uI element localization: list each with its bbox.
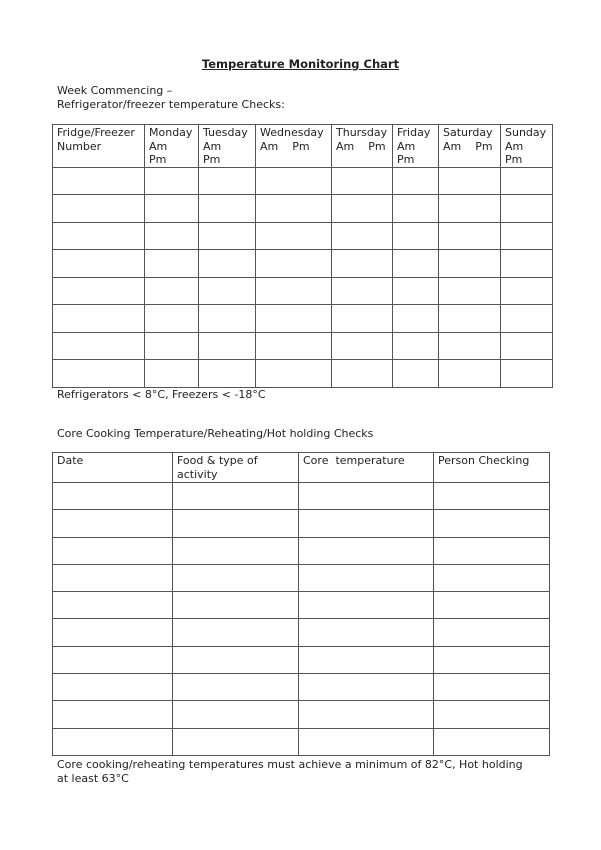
column-header-text: Monday (149, 126, 193, 139)
entry-cell[interactable] (256, 277, 332, 305)
entry-cell[interactable] (256, 332, 332, 360)
entry-cell[interactable] (299, 483, 434, 510)
table-row (53, 728, 550, 755)
table-row (53, 250, 553, 278)
entry-cell[interactable] (434, 619, 550, 646)
entry-cell[interactable] (173, 619, 299, 646)
column-header-text: Am (149, 139, 168, 153)
entry-cell[interactable] (439, 360, 501, 388)
entry-cell[interactable] (439, 222, 501, 250)
entry-cell[interactable] (393, 360, 439, 388)
entry-cell[interactable] (439, 167, 501, 195)
fridge-section-label: Refrigerator/freezer temperature Checks: (57, 98, 285, 111)
table-header-row (53, 453, 550, 483)
column-header-text: Pm (203, 153, 221, 166)
column-header (299, 453, 434, 483)
entry-cell[interactable] (501, 360, 553, 388)
column-header-text: Food & type of (177, 454, 258, 467)
column-header-text: Am (505, 139, 524, 153)
table-header-row (53, 125, 553, 168)
entry-cell[interactable] (332, 167, 393, 195)
entry-cell[interactable] (434, 592, 550, 619)
entry-cell[interactable] (501, 305, 553, 333)
entry-cell[interactable] (53, 619, 173, 646)
entry-cell[interactable] (434, 510, 550, 537)
entry-cell[interactable] (53, 728, 173, 755)
entry-cell[interactable] (256, 167, 332, 195)
entry-cell[interactable] (145, 195, 199, 223)
entry-cell[interactable] (145, 222, 199, 250)
entry-cell[interactable] (173, 646, 299, 673)
entry-cell[interactable] (299, 564, 434, 591)
entry-cell[interactable] (439, 277, 501, 305)
column-header (199, 125, 256, 168)
column-header (501, 125, 553, 168)
entry-cell[interactable] (53, 360, 145, 388)
table-row (53, 537, 550, 564)
entry-cell[interactable] (145, 167, 199, 195)
entry-cell[interactable] (434, 701, 550, 728)
entry-cell[interactable] (173, 483, 299, 510)
table-row (53, 510, 550, 537)
entry-cell[interactable] (501, 222, 553, 250)
entry-cell[interactable] (173, 564, 299, 591)
entry-cell[interactable] (256, 250, 332, 278)
entry-cell[interactable] (332, 250, 393, 278)
entry-cell[interactable] (199, 332, 256, 360)
column-header-text: Friday (397, 126, 431, 139)
entry-cell[interactable] (299, 701, 434, 728)
entry-cell[interactable] (299, 510, 434, 537)
table-row (53, 332, 553, 360)
column-header (332, 125, 393, 168)
column-header-text: Thursday (336, 126, 388, 139)
cooking-section-label: Core Cooking Temperature/Reheating/Hot holding Checks (57, 427, 374, 440)
entry-cell[interactable] (501, 277, 553, 305)
entry-cell[interactable] (256, 195, 332, 223)
entry-cell[interactable] (173, 510, 299, 537)
entry-cell[interactable] (434, 537, 550, 564)
column-header (393, 125, 439, 168)
entry-cell[interactable] (434, 674, 550, 701)
page-title: Temperature Monitoring Chart (201, 57, 400, 71)
entry-cell[interactable] (53, 167, 145, 195)
entry-cell[interactable] (145, 277, 199, 305)
entry-cell[interactable] (299, 646, 434, 673)
entry-cell[interactable] (53, 277, 145, 305)
cooking-note-line1: Core cooking/reheating temperatures must achieve a minimum of 82°C, Hot holding (57, 758, 523, 771)
entry-cell[interactable] (173, 701, 299, 728)
column-header-text: Pm (149, 153, 167, 166)
entry-cell[interactable] (145, 360, 199, 388)
column-header-text: Pm (505, 153, 523, 166)
entry-cell[interactable] (256, 305, 332, 333)
entry-cell[interactable] (173, 537, 299, 564)
entry-cell[interactable] (299, 592, 434, 619)
table-row (53, 592, 550, 619)
table-row (53, 360, 553, 388)
entry-cell[interactable] (501, 195, 553, 223)
column-header-text: Date (57, 454, 84, 467)
entry-cell[interactable] (501, 250, 553, 278)
entry-cell[interactable] (199, 195, 256, 223)
entry-cell[interactable] (299, 728, 434, 755)
entry-cell[interactable] (332, 277, 393, 305)
entry-cell[interactable] (393, 305, 439, 333)
table-row (53, 646, 550, 673)
entry-cell[interactable] (434, 564, 550, 591)
entry-cell[interactable] (53, 250, 145, 278)
table-row (53, 564, 550, 591)
entry-cell[interactable] (53, 305, 145, 333)
entry-cell[interactable] (199, 222, 256, 250)
column-header (439, 125, 501, 168)
entry-cell[interactable] (393, 332, 439, 360)
entry-cell[interactable] (434, 483, 550, 510)
entry-cell[interactable] (199, 277, 256, 305)
entry-cell[interactable] (145, 305, 199, 333)
column-header (53, 453, 173, 483)
entry-cell[interactable] (256, 222, 332, 250)
entry-cell[interactable] (145, 332, 199, 360)
entry-cell[interactable] (393, 250, 439, 278)
column-header-text: Core temperature (303, 454, 405, 467)
entry-cell[interactable] (439, 305, 501, 333)
entry-cell[interactable] (393, 167, 439, 195)
column-header-text: Am Pm (260, 139, 310, 153)
entry-cell[interactable] (299, 619, 434, 646)
table-row (53, 483, 550, 510)
entry-cell[interactable] (199, 250, 256, 278)
entry-cell[interactable] (53, 195, 145, 223)
entry-cell[interactable] (299, 537, 434, 564)
entry-cell[interactable] (173, 674, 299, 701)
entry-cell[interactable] (393, 277, 439, 305)
entry-cell[interactable] (332, 305, 393, 333)
column-header (256, 125, 332, 168)
fridge-temperature-table (52, 124, 553, 388)
table-row (53, 277, 553, 305)
entry-cell[interactable] (53, 564, 173, 591)
entry-cell[interactable] (53, 222, 145, 250)
table-row (53, 619, 550, 646)
entry-cell[interactable] (332, 222, 393, 250)
entry-cell[interactable] (199, 360, 256, 388)
entry-cell[interactable] (434, 646, 550, 673)
column-header-text: Am Pm (443, 139, 493, 153)
column-header-text: Number (57, 139, 102, 153)
table-row (53, 701, 550, 728)
column-header-text: Saturday (443, 126, 493, 139)
entry-cell[interactable] (393, 222, 439, 250)
table-row (53, 674, 550, 701)
entry-cell[interactable] (434, 728, 550, 755)
entry-cell[interactable] (53, 510, 173, 537)
column-header (145, 125, 199, 168)
column-header-text: Am (397, 139, 416, 153)
column-header-text: Wednesday (260, 126, 324, 139)
entry-cell[interactable] (173, 592, 299, 619)
entry-cell[interactable] (299, 674, 434, 701)
column-header-text: Sunday (505, 126, 547, 139)
entry-cell[interactable] (439, 195, 501, 223)
entry-cell[interactable] (501, 332, 553, 360)
entry-cell[interactable] (393, 195, 439, 223)
entry-cell[interactable] (199, 305, 256, 333)
entry-cell[interactable] (53, 483, 173, 510)
entry-cell[interactable] (145, 250, 199, 278)
column-header-text: activity (177, 467, 218, 481)
fridge-note: Refrigerators < 8°C, Freezers < -18°C (57, 388, 266, 401)
column-header (173, 453, 299, 483)
entry-cell[interactable] (53, 701, 173, 728)
entry-cell[interactable] (53, 537, 173, 564)
column-header-text: Fridge/Freezer (57, 126, 135, 139)
table-row (53, 305, 553, 333)
column-header-text: Am (203, 139, 222, 153)
column-header-text: Tuesday (203, 126, 248, 139)
entry-cell[interactable] (332, 195, 393, 223)
entry-cell[interactable] (256, 360, 332, 388)
column-header-text: Am Pm (336, 139, 386, 153)
entry-cell[interactable] (332, 360, 393, 388)
entry-cell[interactable] (439, 250, 501, 278)
entry-cell[interactable] (173, 728, 299, 755)
column-header-text: Pm (397, 153, 415, 166)
column-header-text: Person Checking (438, 454, 530, 467)
column-header (53, 125, 145, 168)
entry-cell[interactable] (332, 332, 393, 360)
entry-cell[interactable] (199, 167, 256, 195)
entry-cell[interactable] (53, 646, 173, 673)
entry-cell[interactable] (53, 592, 173, 619)
entry-cell[interactable] (501, 167, 553, 195)
entry-cell[interactable] (439, 332, 501, 360)
entry-cell[interactable] (53, 674, 173, 701)
column-header (434, 453, 550, 483)
week-commencing-label: Week Commencing – (57, 84, 173, 97)
entry-cell[interactable] (53, 332, 145, 360)
table-row (53, 195, 553, 223)
table-row (53, 222, 553, 250)
table-row (53, 167, 553, 195)
cooking-temperature-table (52, 452, 550, 756)
cooking-note-line2: at least 63°C (57, 772, 129, 785)
